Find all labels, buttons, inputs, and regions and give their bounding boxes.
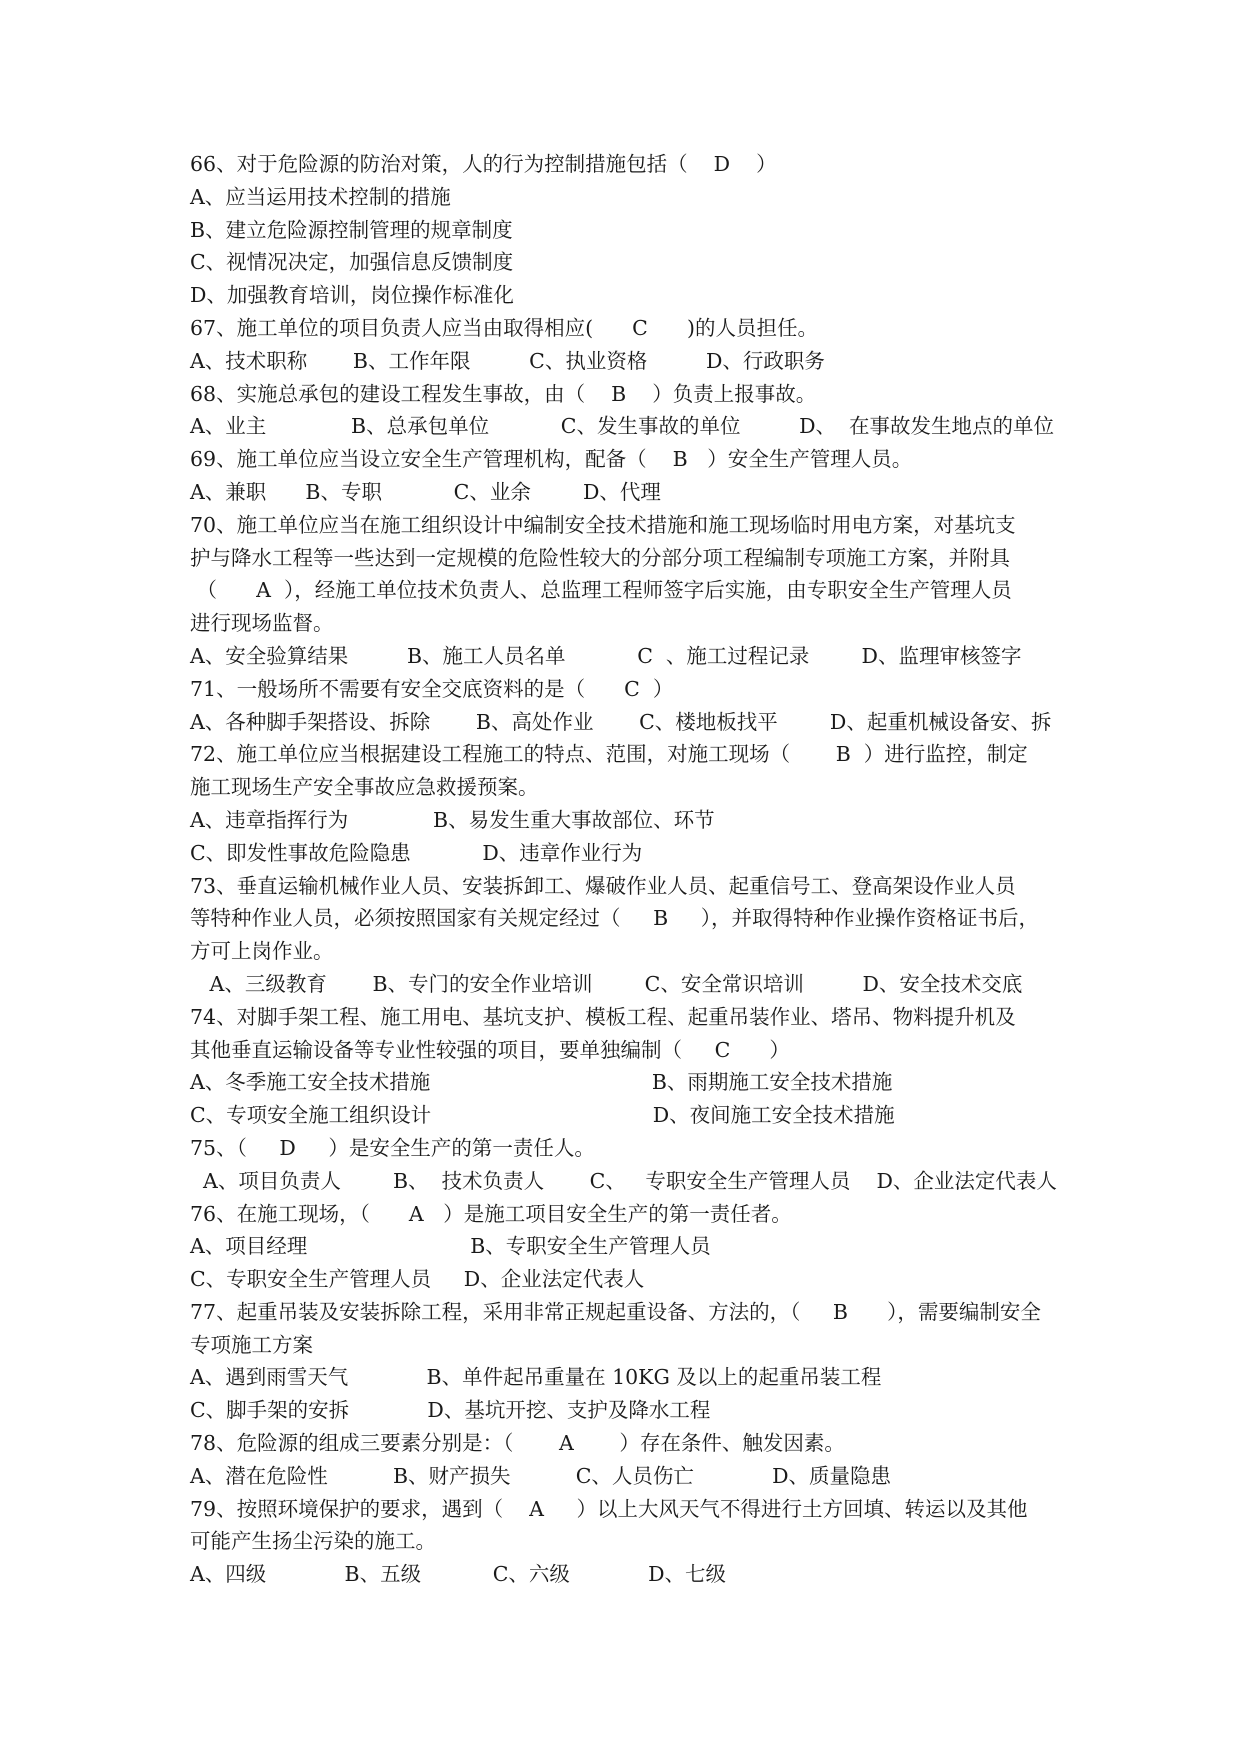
text-line: 71、一般场所不需要有安全交底资料的是（ C ） xyxy=(190,676,674,701)
text-line: A、项目经理 B、专职安全生产管理人员 xyxy=(190,1234,711,1259)
text-line: A、项目负责人 B、 技术负责人 C、 专职安全生产管理人员 D、企业法定代表人 xyxy=(190,1168,1057,1193)
text-line: 等特种作业人员，必须按照国家有关规定经过（ B ），并取得特种作业操作资格证书后， xyxy=(190,906,1039,931)
question-list xyxy=(190,148,1070,1591)
text-line: 70、施工单位应当在施工组织设计中编制安全技术措施和施工现场临时用电方案，对基坑支 xyxy=(190,512,1016,537)
text-line: A、三级教育 B、专门的安全作业培训 C、安全常识培训 D、安全技术交底 xyxy=(190,971,1023,996)
text-line: 可能产生扬尘污染的施工。 xyxy=(190,1529,436,1554)
text-line: C、专职安全生产管理人员 D、企业法定代表人 xyxy=(190,1267,645,1292)
text-line: B、建立危险源控制管理的规章制度 xyxy=(190,217,513,242)
text-line: A、技术职称 B、工作年限 C、执业资格 D、行政职务 xyxy=(190,348,825,373)
text-line: A、冬季施工安全技术措施 B、雨期施工安全技术措施 xyxy=(190,1070,893,1095)
text-line: A、潜在危险性 B、财产损失 C、人员伤亡 D、质量隐患 xyxy=(190,1463,892,1488)
text-line: 72、施工单位应当根据建设工程施工的特点、范围，对施工现场（ B ）进行监控，制定 xyxy=(190,742,1028,767)
text-line: 74、对脚手架工程、施工用电、基坑支护、模板工程、起重吊装作业、塔吊、物料提升机及 xyxy=(190,1004,1016,1029)
text-line: A、遇到雨雪天气 B、单件起吊重量在 10KG 及以上的起重吊装工程 xyxy=(190,1365,882,1390)
text-line: 施工现场生产安全事故应急救援预案。 xyxy=(190,775,539,800)
text-line: 66、对于危险源的防治对策，人的行为控制措施包括（ D ） xyxy=(190,152,777,176)
text-line: 专项施工方案 xyxy=(190,1332,313,1357)
text-line: 进行现场监督。 xyxy=(190,611,334,636)
text-line: 75、（ D ）是安全生产的第一责任人。 xyxy=(190,1135,595,1160)
text-line: （ A ），经施工单位技术负责人、总监理工程师签字后实施，由专职安全生产管理人员 xyxy=(190,578,1012,603)
text-line: A、各种脚手架搭设、拆除 B、高处作业 C、楼地板找平 D、起重机械设备安、拆 xyxy=(190,709,1052,734)
text-line: 73、垂直运输机械作业人员、安装拆卸工、爆破作业人员、起重信号工、登高架设作业人员 xyxy=(190,873,1016,898)
text-line: 67、施工单位的项目负责人应当由取得相应( C )的人员担任。 xyxy=(190,315,818,340)
text-line: 77、起重吊装及安装拆除工程，采用非常正规起重设备、方法的，（ B ），需要编制安全 xyxy=(190,1299,1041,1324)
text-line: D、加强教育培训，岗位操作标准化 xyxy=(190,283,514,308)
text-line: A、应当运用技术控制的措施 xyxy=(190,184,451,209)
text-line: 69、施工单位应当设立安全生产管理机构，配备（ B ）安全生产管理人员。 xyxy=(190,447,913,472)
text-line: A、兼职 B、专职 C、业余 D、代理 xyxy=(190,479,661,504)
text-line: A、违章指挥行为 B、易发生重大事故部位、环节 xyxy=(190,807,715,832)
text-line: A、业主 B、总承包单位 C、发生事故的单位 D、 在事故发生地点的单位 xyxy=(190,414,1055,439)
text-line: C、脚手架的安拆 D、基坑开挖、支护及降水工程 xyxy=(190,1398,711,1423)
text-line: 其他垂直运输设备等专业性较强的项目，要单独编制（ C ） xyxy=(190,1037,790,1062)
text-line: 79、按照环境保护的要求，遇到（ A ）以上大风天气不得进行土方回填、转运以及其他 xyxy=(190,1496,1028,1521)
text-line: 76、在施工现场，（ A ）是施工项目安全生产的第一责任者。 xyxy=(190,1201,792,1226)
text-line: 68、实施总承包的建设工程发生事故，由（ B ）负责上报事故。 xyxy=(190,381,817,406)
text-line: 护与降水工程等一些达到一定规模的危险性较大的分部分项工程编制专项施工方案，并附具 xyxy=(190,545,1010,570)
text-line: C、专项安全施工组织设计 D、夜间施工安全技术措施 xyxy=(190,1103,895,1128)
text-line: C、视情况决定，加强信息反馈制度 xyxy=(190,250,514,275)
text-line: C、即发性事故危险隐患 D、违章作业行为 xyxy=(190,840,643,865)
text-line: 方可上岗作业。 xyxy=(190,939,334,964)
text-line: 78、危险源的组成三要素分别是：（ A ）存在条件、触发因素。 xyxy=(190,1431,845,1456)
text-line: A、四级 B、五级 C、六级 D、七级 xyxy=(190,1562,727,1587)
text-line: A、安全验算结果 B、施工人员名单 C 、施工过程记录 D、监理审核签字 xyxy=(190,643,1022,668)
